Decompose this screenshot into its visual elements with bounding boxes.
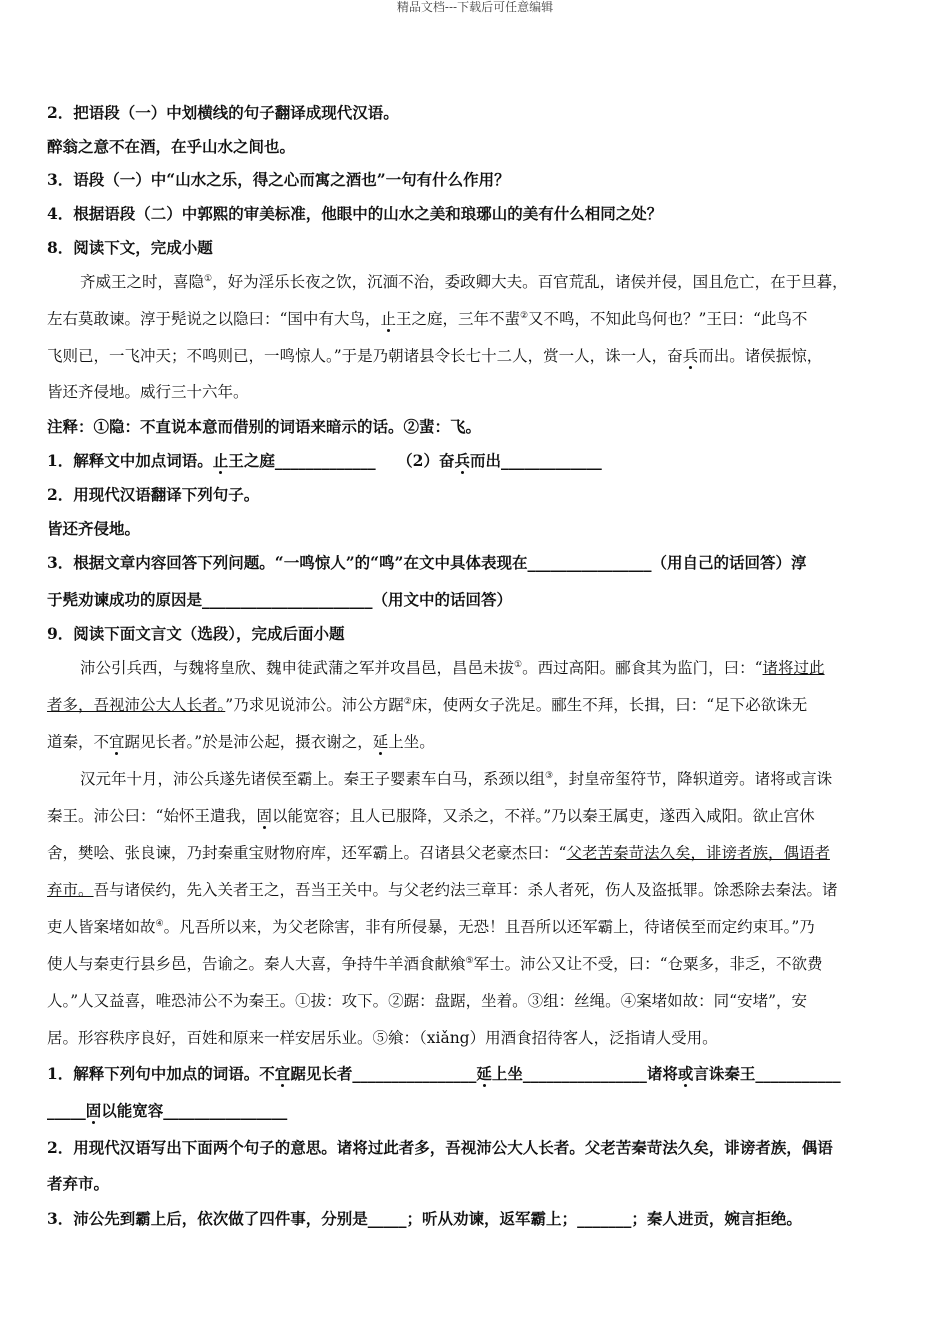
passage-9-line: 使人与秦吏行县乡邑，告谕之。秦人大喜，争持牛羊酒食献飨⑤军士。沛公又让不受，曰：“仓粟多，非乏，不欲费: [47, 955, 823, 973]
question-8-title: 8．阅读下文，完成小题: [47, 238, 213, 257]
passage-9-line: 人。”人又益喜，唯恐沛公不为秦王。①拔：攻下。②踞：盘踞，坐着。③组：丝绳。④案堵如故：同“安堵”，安: [47, 992, 808, 1010]
question-9-1: 1．解释下列句中加点的词语。不宜踞见长者________________延上坐________________诸将或言诛秦王___________: [47, 1064, 841, 1083]
page-header: 精品文档---下载后可任意编辑: [396, 0, 554, 14]
passage-9-line: 汉元年十月，沛公兵遂先诸侯至霸上。秦王子婴素车白马，系颈以组③，封皇帝玺符节，降轵道旁。诸将或言诛: [80, 770, 833, 788]
question-9-3: 3．沛公先到霸上后，依次做了四件事，分别是_____；听从劝谏，返军霸上；_______；秦人进贡，婉言拒绝。: [47, 1209, 802, 1228]
passage-9-line: 舍，樊哙、张良谏，乃封秦重宝财物府库，还军霸上。召诸县父老豪杰曰：“父老苦秦苛法久矣，诽谤者族，偶语者: [47, 844, 830, 862]
passage-8-line: 齐威王之时，喜隐①，好为淫乐长夜之饮，沉湎不治，委政卿大夫。百官荒乱，诸侯并侵，国且危亡，在于旦暮，: [80, 273, 848, 291]
question-8-2-text: 皆还齐侵地。: [47, 519, 141, 538]
passage-9-line: 吏人皆案堵如故④。凡吾所以来，为父老除害，非有所侵暴，无恐！且吾所以还军霸上，待诸侯至而定约束耳。”乃: [47, 918, 815, 936]
passage-9-line: 弃市。吾与诸侯约，先入关者王之，吾当王关中。与父老约法三章耳：杀人者死，伤人及盗抵罪。馀悉除去秦法。诸: [47, 881, 838, 899]
question-9-2: 2．用现代汉语写出下面两个句子的意思。诸将过此者多，吾视沛公大人长者。父老苦秦苛法久矣，诽谤者族，偶语: [47, 1138, 833, 1157]
question-8-3-cont: 于髡劝谏成功的原因是______________________（用文中的话回答）: [47, 590, 513, 609]
passage-8-line: 飞则已，一飞冲天；不鸣则已，一鸣惊人。”于是乃朝诸县令长七十二人，赏一人，诛一人，奋兵而出。诸侯振惊，: [47, 347, 823, 365]
question-7-4: 4．根据语段（二）中郭熙的审美标准，他眼中的山水之美和琅琊山的美有什么相同之处？: [47, 204, 663, 223]
question-8-1: 1．解释文中加点词语。止王之庭_____________ （2）奋兵而出_____________: [47, 451, 602, 470]
passage-9-line: 道秦，不宜踞见长者。”於是沛公起，摄衣谢之，延上坐。: [47, 733, 435, 751]
question-9-2-cont: 者弃市。: [47, 1174, 110, 1193]
passage-9-line: 秦王。沛公曰：“始怀王遣我，固以能宽容；且人已服降，又杀之，不祥。”乃以秦王属吏，遂西入咸阳。欲止宫休: [47, 807, 815, 825]
question-9-title: 9．阅读下面文言文（选段），完成后面小题: [47, 624, 345, 643]
passage-8-line: 左右莫敢谏。淳于髡说之以隐曰：“国中有大鸟，止王之庭，三年不蜚②又不鸣，不知此鸟何也？”王曰：“此鸟不: [47, 310, 808, 328]
question-7-3: 3．语段（一）中“山水之乐，得之心而寓之酒也”一句有什么作用？: [47, 170, 510, 189]
question-7-2-text: 醉翁之意不在酒，在乎山水之间也。: [47, 137, 296, 156]
question-9-1-cont: _____固以能宽容________________: [47, 1101, 288, 1120]
question-8-3: 3．根据文章内容回答下列问题。“一鸣惊人”的“鸣”在文中具体表现在________________（用自己的话回答）淳: [47, 553, 807, 572]
passage-9-line: 沛公引兵西，与魏将皇欣、魏申徒武蒲之军并攻昌邑，昌邑未拔①。西过高阳。郦食其为监门，曰：“诸将过此: [80, 659, 825, 677]
passage-8-line: 皆还齐侵地。威行三十六年。: [47, 383, 249, 401]
passage-9-line: 者多，吾视沛公大人长者。”乃求见说沛公。沛公方踞②床，使两女子洗足。郦生不拜，长揖，曰：“足下必欲诛无: [47, 696, 808, 714]
question-8-2: 2．用现代汉语翻译下列句子。: [47, 485, 260, 504]
passage-9-line: 居。形容秩序良好，百姓和原来一样安居乐业。⑤飨：（xiǎng）用酒食招待客人，泛指请人受用。: [47, 1029, 718, 1047]
question-7-2: 2．把语段（一）中划横线的句子翻译成现代汉语。: [47, 103, 399, 122]
notes-8: 注释：①隐：不直说本意而借别的词语来暗示的话。②蜚：飞。: [47, 417, 482, 436]
